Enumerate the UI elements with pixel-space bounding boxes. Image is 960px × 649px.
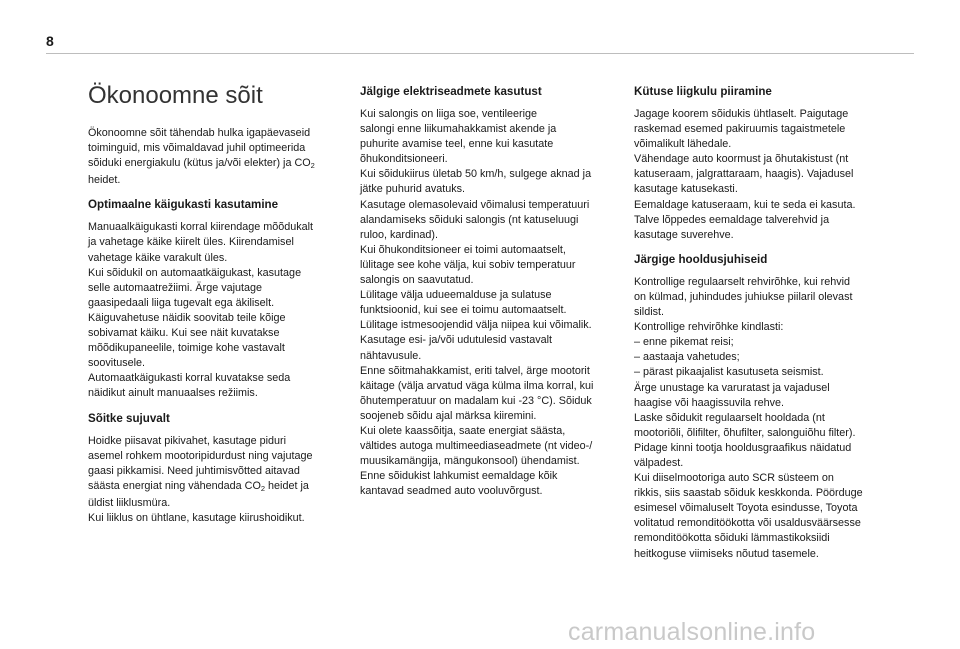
- intro-paragraph: [88, 126, 350, 188]
- column-left: [88, 74, 350, 535]
- column-middle: [360, 84, 626, 508]
- page-number: 8: [46, 33, 54, 49]
- intro-text-a: Ökonoomne sõit tähendab hulka igapäevaseid toiminguid, mis võimaldavad juhil optimeerida sõiduki energiakulu (kütus ja/või elekter) ja CO: [88, 127, 311, 170]
- fuel-paragraph: Jagage koorem sõidukis ühtlaselt. Paigutage raskemad esemed pakiruumis tagaistmetele võimalikult lähedale. Vähendage auto koormust ja õhutakistust (nt katuseraam, jalgrattaraam, haagis). Vajadusel kasutage katusekasti. Eemaldage katuseraam, kui te seda ei kasuta. Talve lõppedes eemaldage talverehvid ja kasutage suverehve.: [634, 108, 856, 241]
- smooth-text-b: heidet ja üldist liiklusmüra. Kui liiklus on ühtlane, kasutage kiirushoidikut.: [88, 479, 309, 524]
- page-title: Ökonoomne sõit: [88, 82, 263, 109]
- heading-maintenance: Järgige hooldusjuhiseid: [634, 252, 768, 266]
- smooth-subscript: 2: [260, 483, 266, 493]
- smooth-driving-paragraph: [88, 434, 350, 527]
- gearbox-paragraph: Manuaalkäigukasti korral kiirendage mõõdukalt ja vahetage käike kiirelt üles. Kiirendamisel vahetage käike varakult üles. Kui sõidukil on automaatkäigukast, kasutage selle automaatrežiimi. Ärge vajutage gaasipedaali liiga tugevalt ega äkiliselt. Käiguvahetuse näidik soovitab teile kõige sobivamat käiku. Kui see näit kuvatakse mõõdikupaneelile, toimige kohe vastavalt soovitusele. Automaatkäigukasti korral kuvatakse seda näidikut ainult manuaalses režiimis.: [88, 221, 314, 400]
- intro-text-b: heidet.: [88, 174, 121, 187]
- column-right: [634, 84, 898, 571]
- heading-electrical: Jälgige elektriseadmete kasutust: [360, 85, 542, 98]
- electrical-paragraph: Kui salongis on liiga soe, ventileerige salongi enne liikumahakkamist akende ja puhurite avamise teel, enne kui kasutate õhukonditsioneeri. Kui sõidukiirus ületab 50 km/h, sulgege aknad ja jätke puhurid avatuks. Kasutage olemasolevaid võimalusi temperatuuri alandamiseks sõiduki salongis (nt katuseluugi ruloo, kardinad). Kui õhukonditsioneer ei toimi automaatselt, lülitage see kohe välja, kui sobiv temperatuur salongis on saavutatud. Lülitage välja udueemalduse ja sulatuse funktsioonid, kui see ei toimu automaatselt. Lülitage istmesoojendid välja niipea kui võimalik. Kasutage esi- ja/või udutulesid vastavalt nähtavusule. Enne sõitmahakkamist, eriti talvel, ärge mootorit käitage (välja arvatud väga külma ilma korral, kui õhutemperatuur on madalam kui -23 °C). Sõiduk soojeneb sõidu ajal märksa kiiremini. Kui olete kaassõitja, saate energiat säästa, vältides autoga multimeediaseadmete (nt video-/ muusikamängija, mängukonsool) ühendamist. Enne sõidukist lahkumist eemaldage kõik kantavad seadmed auto vooluvõrgust.: [360, 108, 594, 498]
- watermark: carmanualsonline.info: [568, 618, 816, 646]
- smooth-text-a: Hoidke piisavat pikivahet, kasutage piduri asemel rohkem mootoripidurdust ning vajutage gaasi pikkamisi. Need juhtimisvõtted aitavad säästa energiat ning vähendada CO: [88, 434, 313, 492]
- heading-fuel: Kütuse liigkulu piiramine: [634, 85, 772, 98]
- maintenance-paragraph: Kontrollige regulaarselt rehvirõhke, kui rehvid on külmad, juhindudes juhiukse piilaril olevast sildist. Kontrollige rehvirõhke kindlasti: – enne pikemat reisi; – aastaaja vahetudes; – pärast pikaajalist kasutuseta seismist. Ärge unustage ka varuratast ja vajadusel haagise või haagissuvila rehve. Laske sõidukit regulaarselt hooldada (nt mootoriõli, õlifilter, õhufilter, salonguiõhu filter). Pidage kinni tootja hooldusgraafikus näidatud välpadest. Kui diiselmootoriga auto SCR süsteem on rikkis, siis saastab sõiduk keskkonda. Pöörduge esimesel võimaluselt Toyota esindusse, Toyota volitatud remonditöökotta või usaldusväärsesse remonditöökotta sõiduki lämmastikoksiidi heitkoguse viimiseks nõutud tasemele.: [634, 275, 863, 560]
- heading-smooth-driving: Sõitke sujuvalt: [88, 411, 170, 425]
- heading-gearbox: Optimaalne käigukasti kasutamine: [88, 198, 279, 212]
- intro-subscript: 2: [310, 161, 315, 171]
- top-divider: [46, 53, 914, 54]
